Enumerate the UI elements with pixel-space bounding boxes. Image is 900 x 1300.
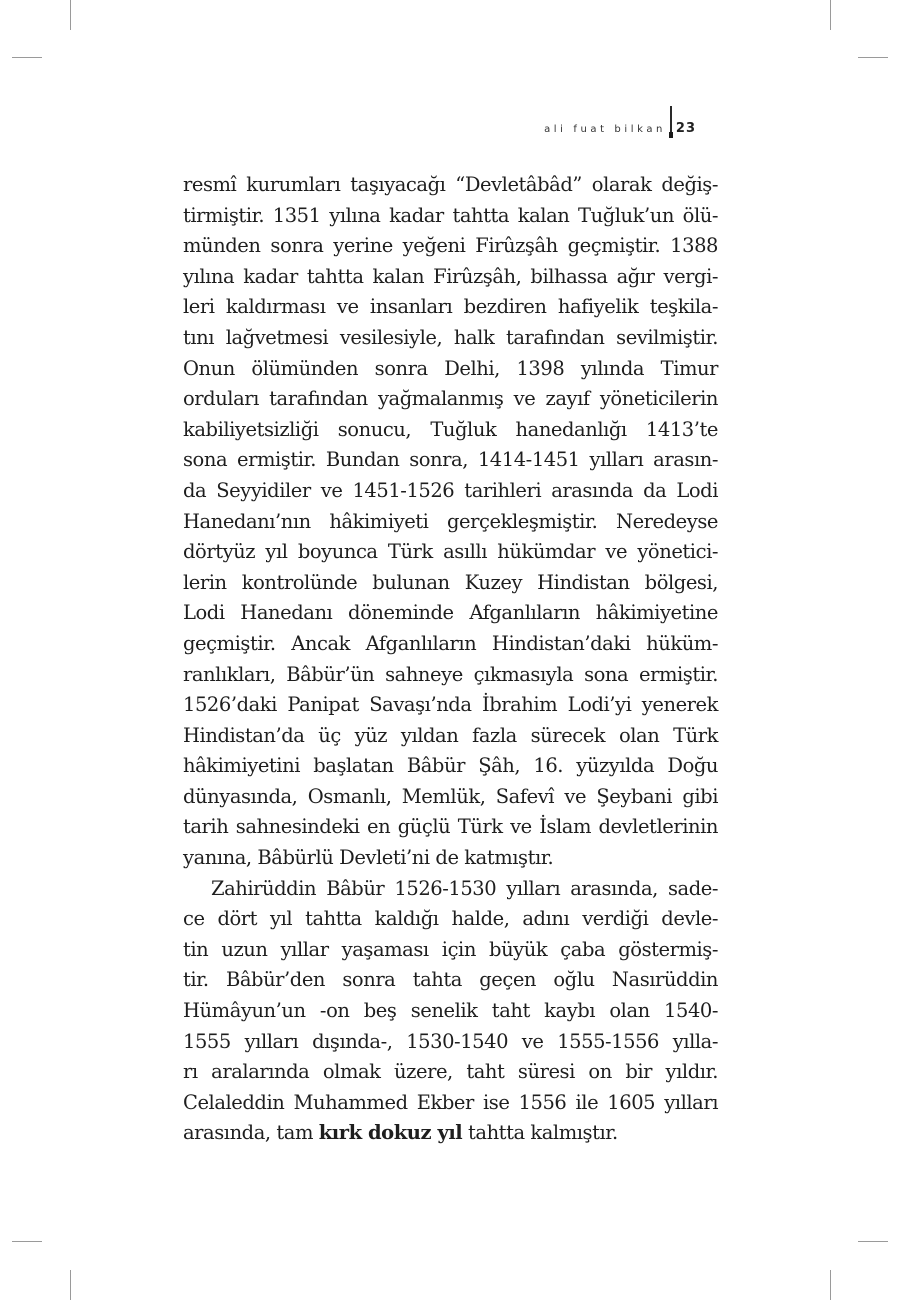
text-line: tirmiştir. 1351 yılına kadar tahtta kalan Tuğluk’un ölü- — [183, 203, 718, 227]
text-line: 1526’daki Panipat Savaşı’nda İbrahim Lodi’yi yenerek — [183, 693, 718, 717]
text-line: Zahirüddin Bâbür 1526-1530 yılları arasında, sade- — [211, 876, 718, 900]
text-line: tir. Bâbür’den sonra tahta geçen oğlu Nasırüddin — [183, 968, 718, 992]
running-head-author: ali fuat bilkan — [544, 124, 666, 135]
text-line: leri kaldırması ve insanları bezdiren hafiyelik teşkila- — [183, 295, 718, 319]
text-line: 1555 yılları dışında-, 1530-1540 ve 1555-1556 yılla- — [183, 1029, 718, 1053]
text-line: ranlıkları, Bâbür’ün sahneye çıkmasıyla sona ermiştir. — [183, 662, 718, 686]
text-line: ce dört yıl tahtta kaldığı halde, adını verdiği devle- — [183, 907, 718, 931]
page-number: 23 — [675, 121, 696, 136]
text-line: sona ermiştir. Bundan sonra, 1414-1451 yılları arasın- — [183, 448, 718, 472]
text-line: resmî kurumları taşıyacağı “Devletâbâd” olarak değiş- — [183, 173, 718, 196]
text-line: da Seyyidiler ve 1451-1526 tarihleri arasında da Lodi — [183, 478, 718, 502]
text-segment: arasında, tam — [183, 1121, 319, 1145]
paragraph-1 — [183, 170, 718, 874]
text-line: tını lağvetmesi vesilesiyle, halk tarafından sevilmiştir. — [183, 325, 718, 349]
text-line: lerin kontrolünde bulunan Kuzey Hindistan bölgesi, — [183, 570, 718, 594]
text-segment: tahtta kalmıştır. — [462, 1121, 618, 1145]
paragraph-2 — [183, 874, 718, 1149]
text-line: Lodi Hanedanı döneminde Afganlıların hâkimiyetine — [183, 601, 718, 625]
text-line: Hanedanı’nın hâkimiyeti gerçekleşmiştir. Neredeyse — [183, 509, 718, 533]
text-line: kabiliyetsizliği sonucu, Tuğluk hanedanlığı 1413’te — [183, 417, 718, 441]
text-line: münden sonra yerine yeğeni Firûzşâh geçmiştir. 1388 — [183, 234, 718, 258]
text-line: yanına, Bâbürlü Devleti’ni de katmıştır. — [183, 846, 554, 870]
text-line: Hümâyun’un -on beş senelik taht kaybı olan 1540- — [183, 999, 718, 1023]
crop-mark — [858, 1241, 888, 1242]
text-line: Onun ölümünden sonra Delhi, 1398 yılında Timur — [183, 356, 718, 380]
text-line: rı aralarında olmak üzere, taht süresi on bir yıldır. — [183, 1060, 718, 1084]
text-line: yılına kadar tahtta kalan Firûzşâh, bilhassa ağır vergi- — [183, 264, 718, 288]
running-head-marker — [669, 132, 673, 138]
crop-mark — [70, 1270, 71, 1300]
text-line: geçmiştir. Ancak Afganlıların Hindistan’daki hüküm- — [183, 631, 718, 655]
text-line: tarih sahnesindeki en güçlü Türk ve İslam devletlerinin — [183, 815, 718, 839]
text-line: Hindistan’da üç yüz yıldan fazla sürecek olan Türk — [183, 723, 718, 747]
text-line: dünyasında, Osmanlı, Memlük, Safevî ve Şeybani gibi — [183, 784, 718, 808]
text-line: dörtyüz yıl boyunca Türk asıllı hükümdar ve yönetici- — [183, 540, 718, 564]
body-text — [183, 170, 718, 1149]
text-line: hâkimiyetini başlatan Bâbür Şâh, 16. yüzyılda Doğu — [183, 754, 718, 778]
crop-mark — [830, 0, 831, 30]
text-line: Celaleddin Muhammed Ekber ise 1556 ile 1605 yılları — [183, 1090, 718, 1114]
text-line: orduları tarafından yağmalanmış ve zayıf yöneticilerin — [183, 387, 718, 411]
crop-mark — [830, 1270, 831, 1300]
crop-mark — [12, 57, 42, 58]
crop-mark — [858, 57, 888, 58]
text-line-final — [183, 1118, 718, 1149]
text-line: tin uzun yıllar yaşaması için büyük çaba göstermiş- — [183, 937, 718, 961]
running-head — [520, 120, 696, 144]
bold-phrase: kırk dokuz yıl — [318, 1121, 463, 1145]
crop-mark — [70, 0, 71, 30]
crop-mark — [12, 1241, 42, 1242]
